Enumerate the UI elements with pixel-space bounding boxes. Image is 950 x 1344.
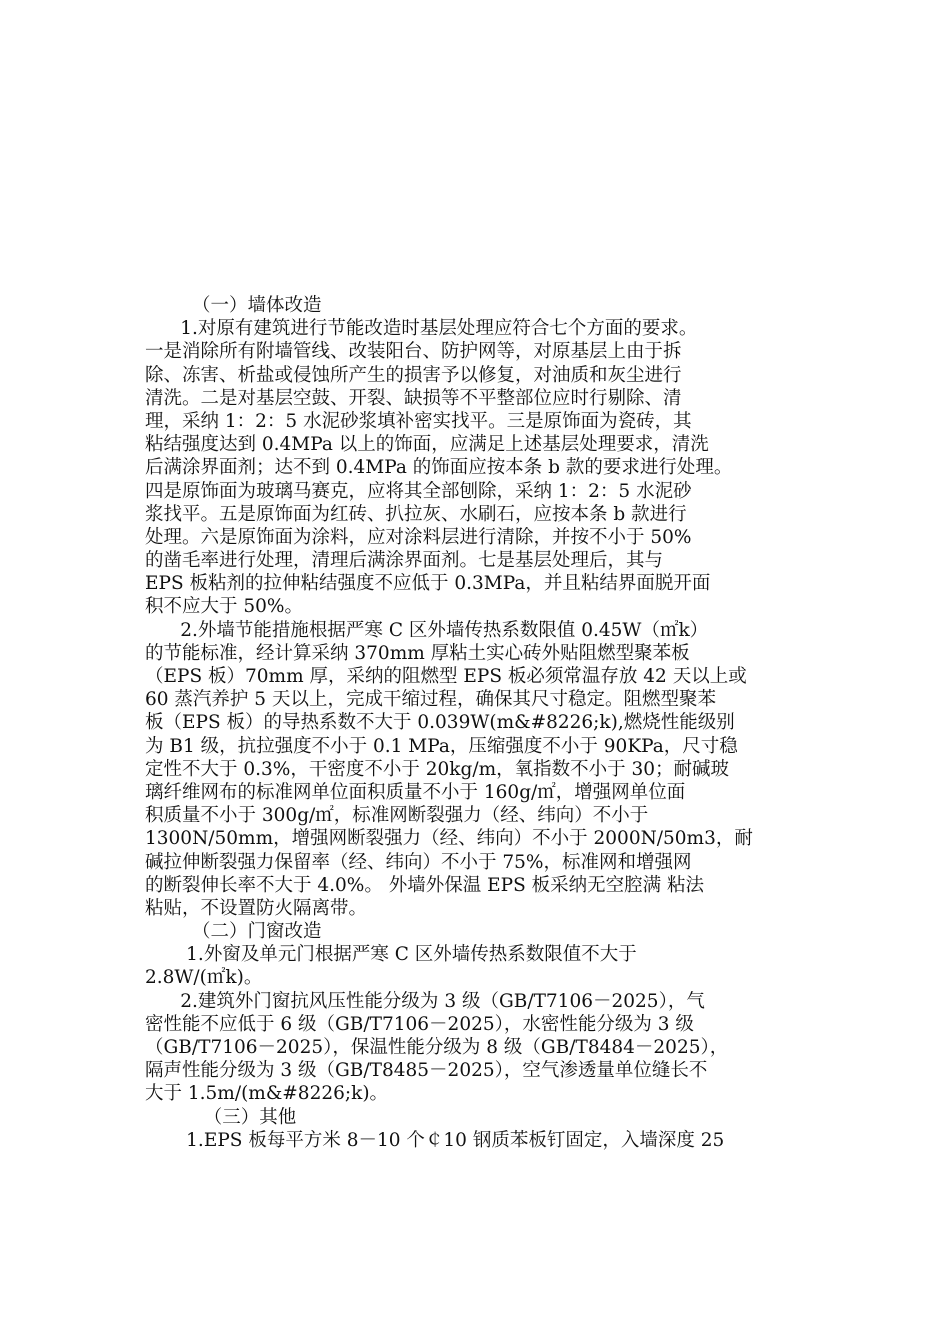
paragraph-line: 碱拉伸断裂强力保留率（经、纬向）不小于 75%，标准网和增强网: [145, 851, 692, 873]
paragraph-line: 板（EPS 板）的导热系数不大于 0.039W(m&#8226;k),燃烧性能级别: [145, 712, 735, 734]
paragraph-line: 浆找平。五是原饰面为红砖、扒拉灰、水刷石，应按本条 b 款进行: [145, 503, 687, 525]
paragraph-line: 大于 1.5m/(m&#8226;k)。: [145, 1083, 389, 1105]
paragraph-line: 粘结强度达到 0.4MPa 以上的饰面，应满足上述基层处理要求，清洗: [145, 434, 709, 456]
paragraph-line: EPS 板粘剂的拉伸粘结强度不应低于 0.3MPa，并且粘结界面脱开面: [145, 573, 711, 595]
paragraph-line: 清洗。二是对基层空鼓、开裂、缺损等不平整部位应时行剔除、清: [145, 387, 682, 409]
paragraph-line: 理，采纳 1：2：5 水泥砂浆填补密实找平。三是原饰面为瓷砖，其: [145, 410, 692, 432]
paragraph-line: 1.对原有建筑进行节能改造时基层处理应符合七个方面的要求。: [145, 318, 698, 340]
paragraph-line: 积质量不小于 300g/㎡，标准网断裂强力（经、纬向）不小于: [145, 805, 649, 827]
paragraph-line: 处理。六是原饰面为涂料，应对涂料层进行清除，并按不小于 50%: [145, 526, 692, 548]
paragraph-line: 隔声性能分级为 3 级（GB/T8485－2025），空气渗透量单位缝长不: [145, 1060, 708, 1082]
paragraph-line: 的凿毛率进行处理，清理后满涂界面剂。七是基层处理后，其与: [145, 550, 664, 572]
paragraph-line: 1.EPS 板每平方米 8－10 个￠10 钢质苯板钉固定，入墙深度 25: [145, 1129, 725, 1151]
document-body: [145, 294, 815, 1152]
paragraph-line: 粘贴，不设置防火隔离带。: [145, 897, 368, 919]
paragraph-line: 2.8W/(㎡k)。: [145, 967, 263, 989]
section-heading-doors-windows: （二）门窗改造: [145, 921, 322, 943]
paragraph-line: 的节能标准，经计算采纳 370mm 厚粘土实心砖外贴阻燃型聚苯板: [145, 642, 690, 664]
paragraph-line: 1300N/50mm，增强网断裂强力（经、纬向）不小于 2000N/50m3，耐: [145, 828, 753, 850]
paragraph-line: 60 蒸汽养护 5 天以上，完成干缩过程，确保其尺寸稳定。阻燃型聚苯: [145, 689, 716, 711]
paragraph-line: 为 B1 级，抗拉强度不小于 0.1 MPa，压缩强度不小于 90KPa，尺寸稳: [145, 735, 738, 757]
paragraph-line: （EPS 板）70mm 厚，采纳的阻燃型 EPS 板必须常温存放 42 天以上或: [145, 666, 747, 687]
paragraph-line: 密性能不应低于 6 级（GB/T7106－2025），水密性能分级为 3 级: [145, 1013, 694, 1035]
section-heading-other: （三）其他: [145, 1106, 297, 1128]
paragraph-line: 定性不大于 0.3%，干密度不小于 20kg/m，氧指数不小于 30；耐碱玻: [145, 758, 730, 780]
paragraph-line: （GB/T7106－2025），保温性能分级为 8 级（GB/T8484－2025），: [145, 1037, 729, 1058]
paragraph-line: 除、冻害、析盐或侵蚀所产生的损害予以修复，对油质和灰尘进行: [145, 364, 682, 386]
paragraph-line: 的断裂伸长率不大于 4.0%。 外墙外保温 EPS 板采纳无空腔满 粘法: [145, 874, 705, 896]
paragraph-line: 璃纤维网布的标准网单位面积质量不小于 160g/㎡，增强网单位面: [145, 781, 686, 803]
paragraph-line: 1.外窗及单元门根据严寒 C 区外墙传热系数限值不大于: [145, 944, 637, 966]
paragraph-line: 2.建筑外门窗抗风压性能分级为 3 级（GB/T7106－2025），气: [145, 990, 705, 1012]
paragraph-line: 后满涂界面剂；达不到 0.4MPa 的饰面应按本条 b 款的要求进行处理。: [145, 457, 733, 479]
paragraph-line: 一是消除所有附墙管线、改装阳台、防护网等，对原基层上由于拆: [145, 341, 682, 363]
paragraph-line: 四是原饰面为玻璃马赛克，应将其全部刨除，采纳 1：2：5 水泥砂: [145, 480, 692, 502]
paragraph-line: 积不应大于 50%。: [145, 596, 304, 618]
paragraph-line: 2.外墙节能措施根据严寒 C 区外墙传热系数限值 0.45W（㎡k）: [145, 619, 709, 641]
section-heading-wall: （一）墙体改造: [145, 295, 322, 316]
